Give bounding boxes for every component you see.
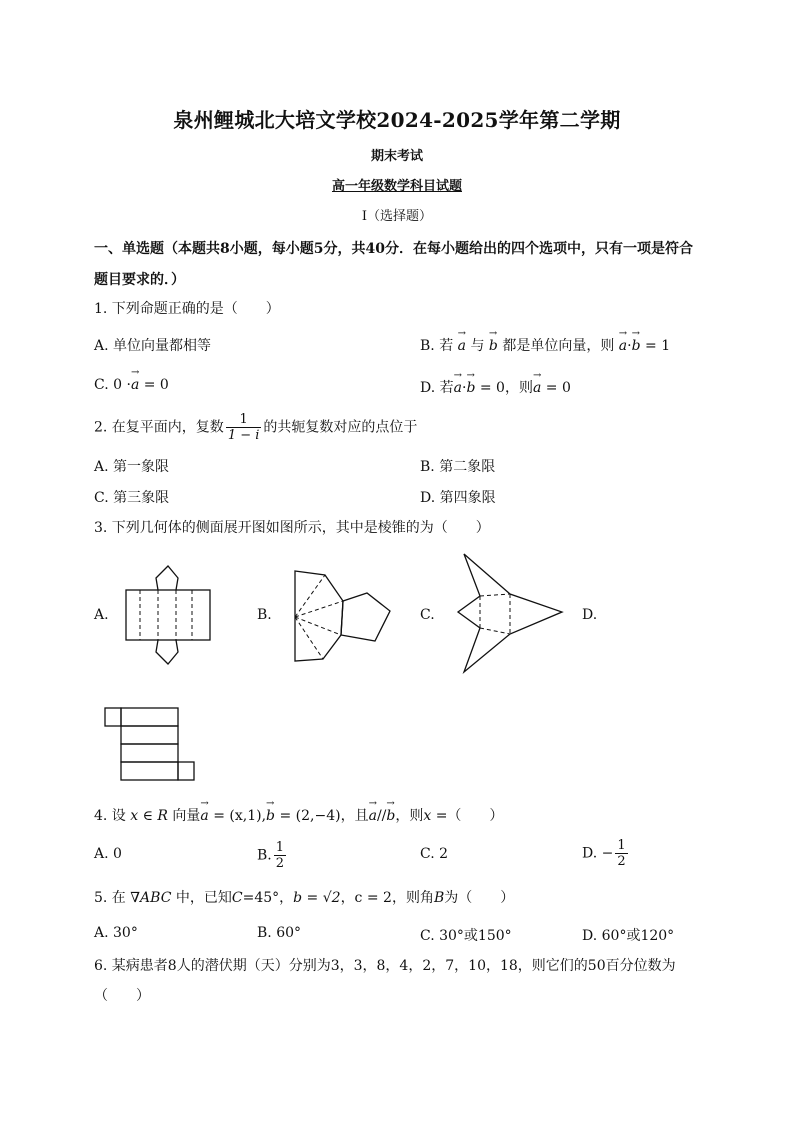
q3-stem: 3. 下列几何体的侧面展开图如图所示，其中是棱锥的为（ ） [94,520,490,536]
q1-stem: 1. 下列命题正确的是（ ） [94,301,280,317]
exam-subject: 高一年级数学科目试题 [331,179,462,194]
q6-stem-cont: （ ） [94,988,150,1004]
q3-option-d: D. [582,607,598,623]
q4-stem: 4. 设 x ∈ R 向量→ a = (x,1),→ b = (2,−4)，且→ a//→ b，则x =（ ） [94,805,503,825]
q2-stem: 2. 在复平面内，复数 $\frac{1}{1 - i}$ 的共轭复数对应的点位于 [94,412,418,443]
section-heading: 一、单选题（本题共8小题，每小题5分，共40分．在每小题给出的四个选项中，只有一项是符合题目要求的．） [94,241,693,288]
exam-subtitle: 期末考试 [370,149,423,164]
q1-option-a: A. 单位向量都相等 [94,338,212,354]
q5-option-d: D. 60°或120° [582,928,675,944]
q1-option-b: B. 若 → a 与 → b 都是单位向量，则 → a·→ b = 1 [420,335,670,355]
q5-option-b: B. 60° [257,925,302,941]
q2-option-c: C. 第三象限 [94,490,170,506]
q1-option-d: D. 若→ a·→ b = 0，则→ a = 0 [420,377,571,397]
figure-b-net [285,565,400,665]
figure-a-net [120,560,220,670]
figure-d-net [103,706,198,784]
q2-option-b: B. 第二象限 [420,459,496,475]
q2-option-a: A. 第一象限 [94,459,170,475]
q3-option-a: A. [94,607,109,623]
exam-title: 泉州鲤城北大培文学校2024-2025学年第二学期 [173,108,621,132]
q2-fraction: $\frac{1}{1 - i}$ [227,412,260,443]
q3-option-c: C. [420,607,435,623]
q3-option-b: B. [257,607,272,623]
q5-stem: 5. 在 ∇ABC 中，已知C=45°，b = √2，c = 2，则角B为（ ） [94,890,515,906]
q5-option-c: C. 30°或150° [420,928,512,944]
q4-option-b: B. $\frac{1}{2}$ [257,840,285,871]
q5-option-a: A. 30° [94,925,138,941]
exam-part: I（选择题） [361,209,433,224]
q1-option-c: C. 0 ·→ a = 0 [94,377,169,393]
q4-option-d: D. − $\frac{1}{2}$ [582,838,626,869]
q2-option-d: D. 第四象限 [420,490,496,506]
q6-stem: 6. 某病患者8人的潜伏期（天）分别为3，3，8，4，2，7，10，18，则它们的50百分位数为 [94,958,676,974]
q4-option-c: C. 2 [420,846,449,862]
figure-c-net [452,550,567,675]
q4-option-a: A. 0 [94,846,122,862]
